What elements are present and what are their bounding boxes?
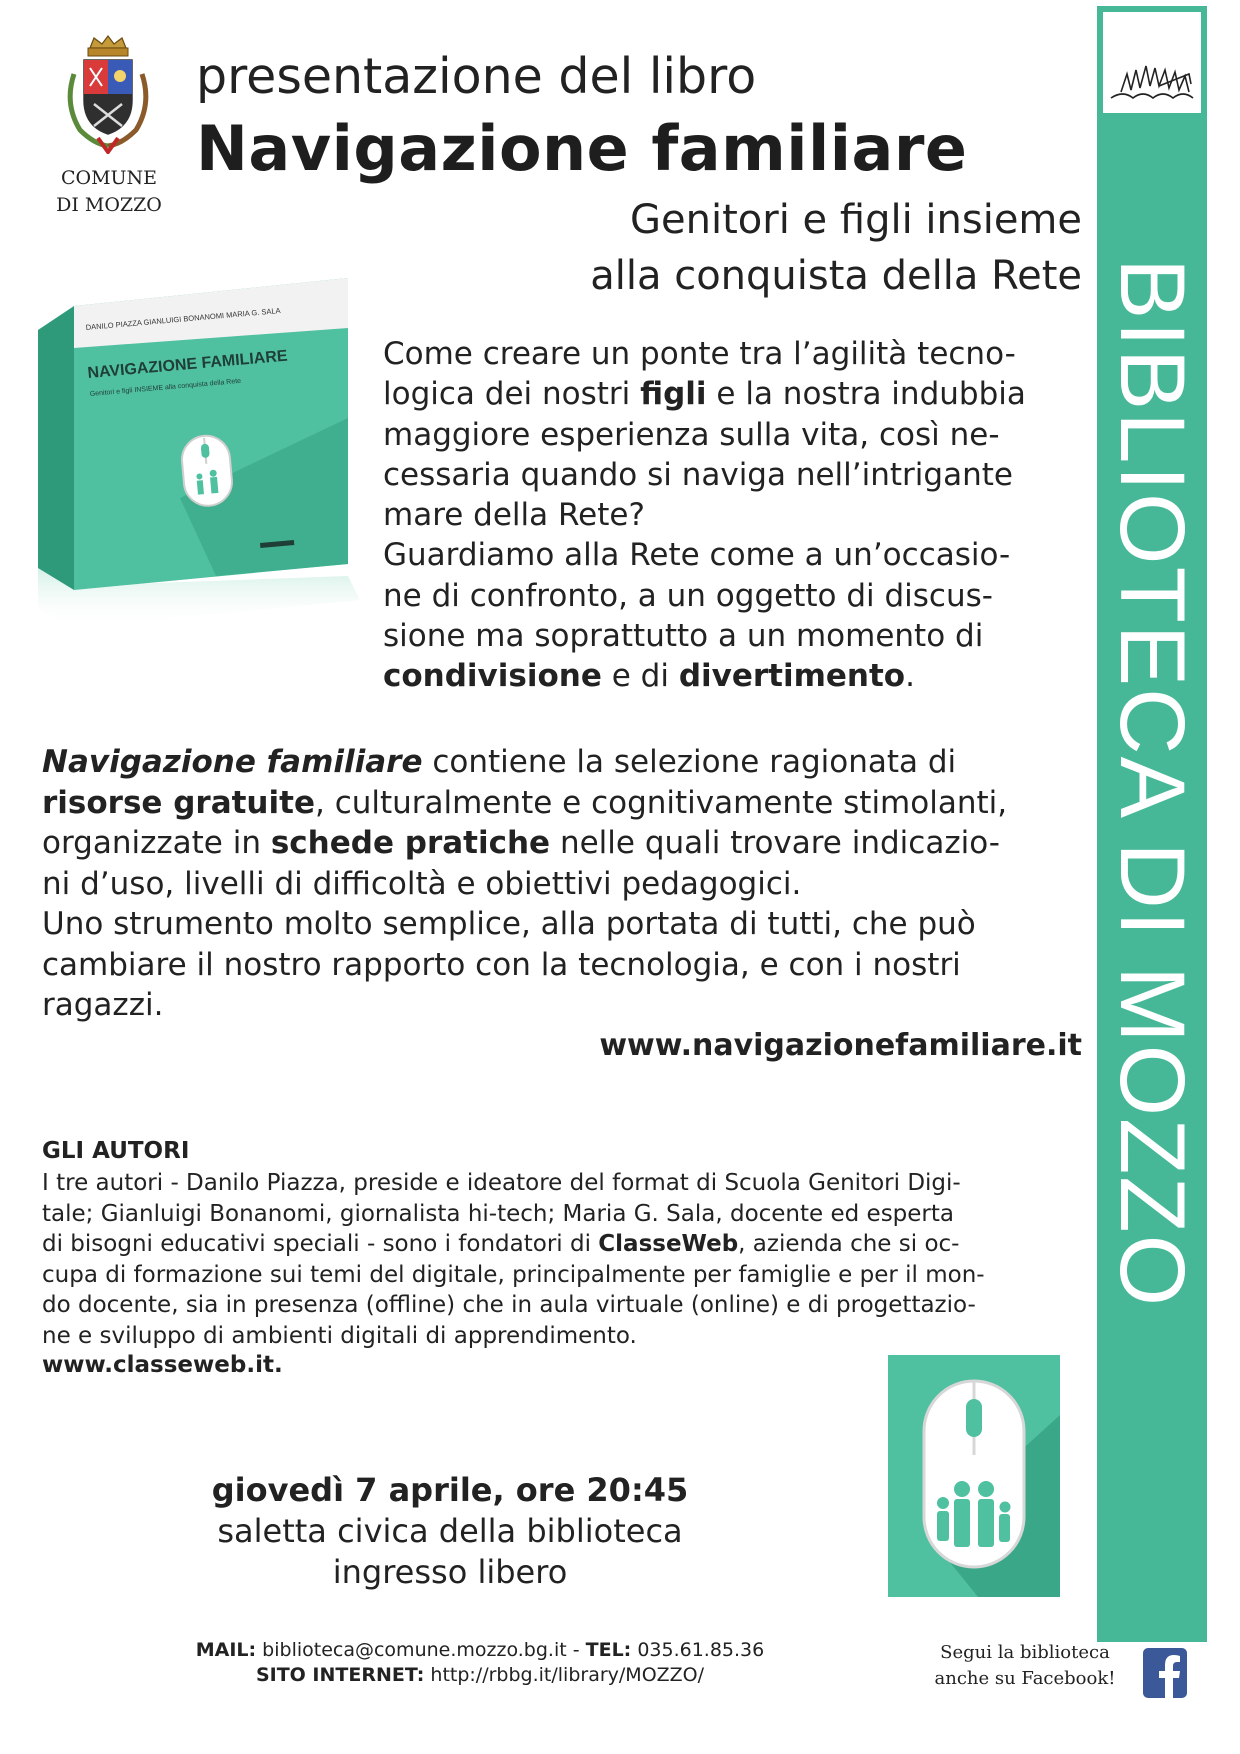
library-logo-icon	[1103, 12, 1201, 112]
book-cover-image	[30, 268, 375, 708]
authors-heading: GLI AUTORI	[42, 1138, 190, 1164]
comune-label: COMUNE DI MOZZO	[56, 167, 162, 216]
description-paragraph: Navigazione familiare contiene la selezione ragionata di risorse gratuite, culturalmente e cognitivamente stimolanti, organizzate in schede pratiche nelle quali trovare indicazio- ni d’uso, livelli di difficoltà e obiettivi pedagogici. Uno strumento molto semplice, alla portata di tutti, che può cambiare il nostro rapporto con la tecnologia, e con i nostri ragazzi.	[42, 744, 1008, 1023]
authors-paragraph: I tre autori - Danilo Piazza, preside e ideatore del format di Scuola Genitori Digi- tale; Gianluigi Bonanomi, giornalista hi-tech; Maria G. Sala, docente ed esperta di bisogni educativi speciali - sono i fondatori di ClasseWeb, azienda che si oc- cupa di formazione sui temi del digitale, principalmente per famiglie e per il mon- do docente, sia in presenza (offline) che in aula virtuale (online) e di progettazio- ne e sviluppo di ambienti digitali di apprendimento.	[42, 1170, 985, 1349]
family-mouse-icon	[888, 1355, 1060, 1597]
facebook-follow-text: Segui la biblioteca anche su Facebook!	[934, 1642, 1116, 1689]
comune-crest-icon	[60, 34, 156, 154]
intro-paragraph: Come creare un ponte tra l’agilità tecno- logica dei nostri figli e la nostra indubbia maggiore esperienza sulla vita, così ne- cessaria quando si naviga nell’intrigante mare della Rete? Guardiamo alla Rete come a un’occasio- ne di confronto, a un oggetto di discus- sione ma soprattutto a un momento di condivisione e di divertimento.	[383, 336, 1026, 695]
book-website-link[interactable]: www.navigazionefamiliare.it	[599, 1028, 1082, 1063]
subtitle: Genitori e figli insieme alla conquista della Rete	[590, 197, 1082, 299]
event-place: saletta civica della biblioteca	[217, 1512, 683, 1550]
pre-title: presentazione del libro	[196, 48, 757, 105]
book-authors: DANILO PIAZZA GIANLUIGI BONANOMI MARIA G. SALA	[85, 305, 281, 332]
event-entry: ingresso libero	[332, 1553, 568, 1591]
library-website-link[interactable]: http://rbbg.it/library/MOZZO/	[424, 1664, 705, 1686]
book-subtitle: Genitori e figli INSIEME alla conquista della Rete	[89, 377, 242, 398]
banner-text: BIBLIOTECA DI MOZZO	[1101, 258, 1203, 1309]
event-date: giovedì 7 aprile, ore 20:45	[211, 1471, 689, 1509]
book-title: NAVIGAZIONE FAMILIARE	[86, 347, 289, 382]
classeweb-link[interactable]: www.classeweb.it.	[42, 1352, 283, 1378]
event-info	[190, 1470, 710, 1593]
contact-info: MAIL: biblioteca@comune.mozzo.bg.it - TEL: 035.61.85.36 SITO INTERNET: http://rbbg.it/library/MOZZO/	[195, 1639, 765, 1686]
facebook-icon[interactable]	[1143, 1648, 1187, 1698]
banner-logo-box	[1097, 6, 1207, 113]
page-title: Navigazione familiare	[196, 112, 968, 185]
mail-link[interactable]: biblioteca@comune.mozzo.bg.it -	[256, 1639, 586, 1661]
